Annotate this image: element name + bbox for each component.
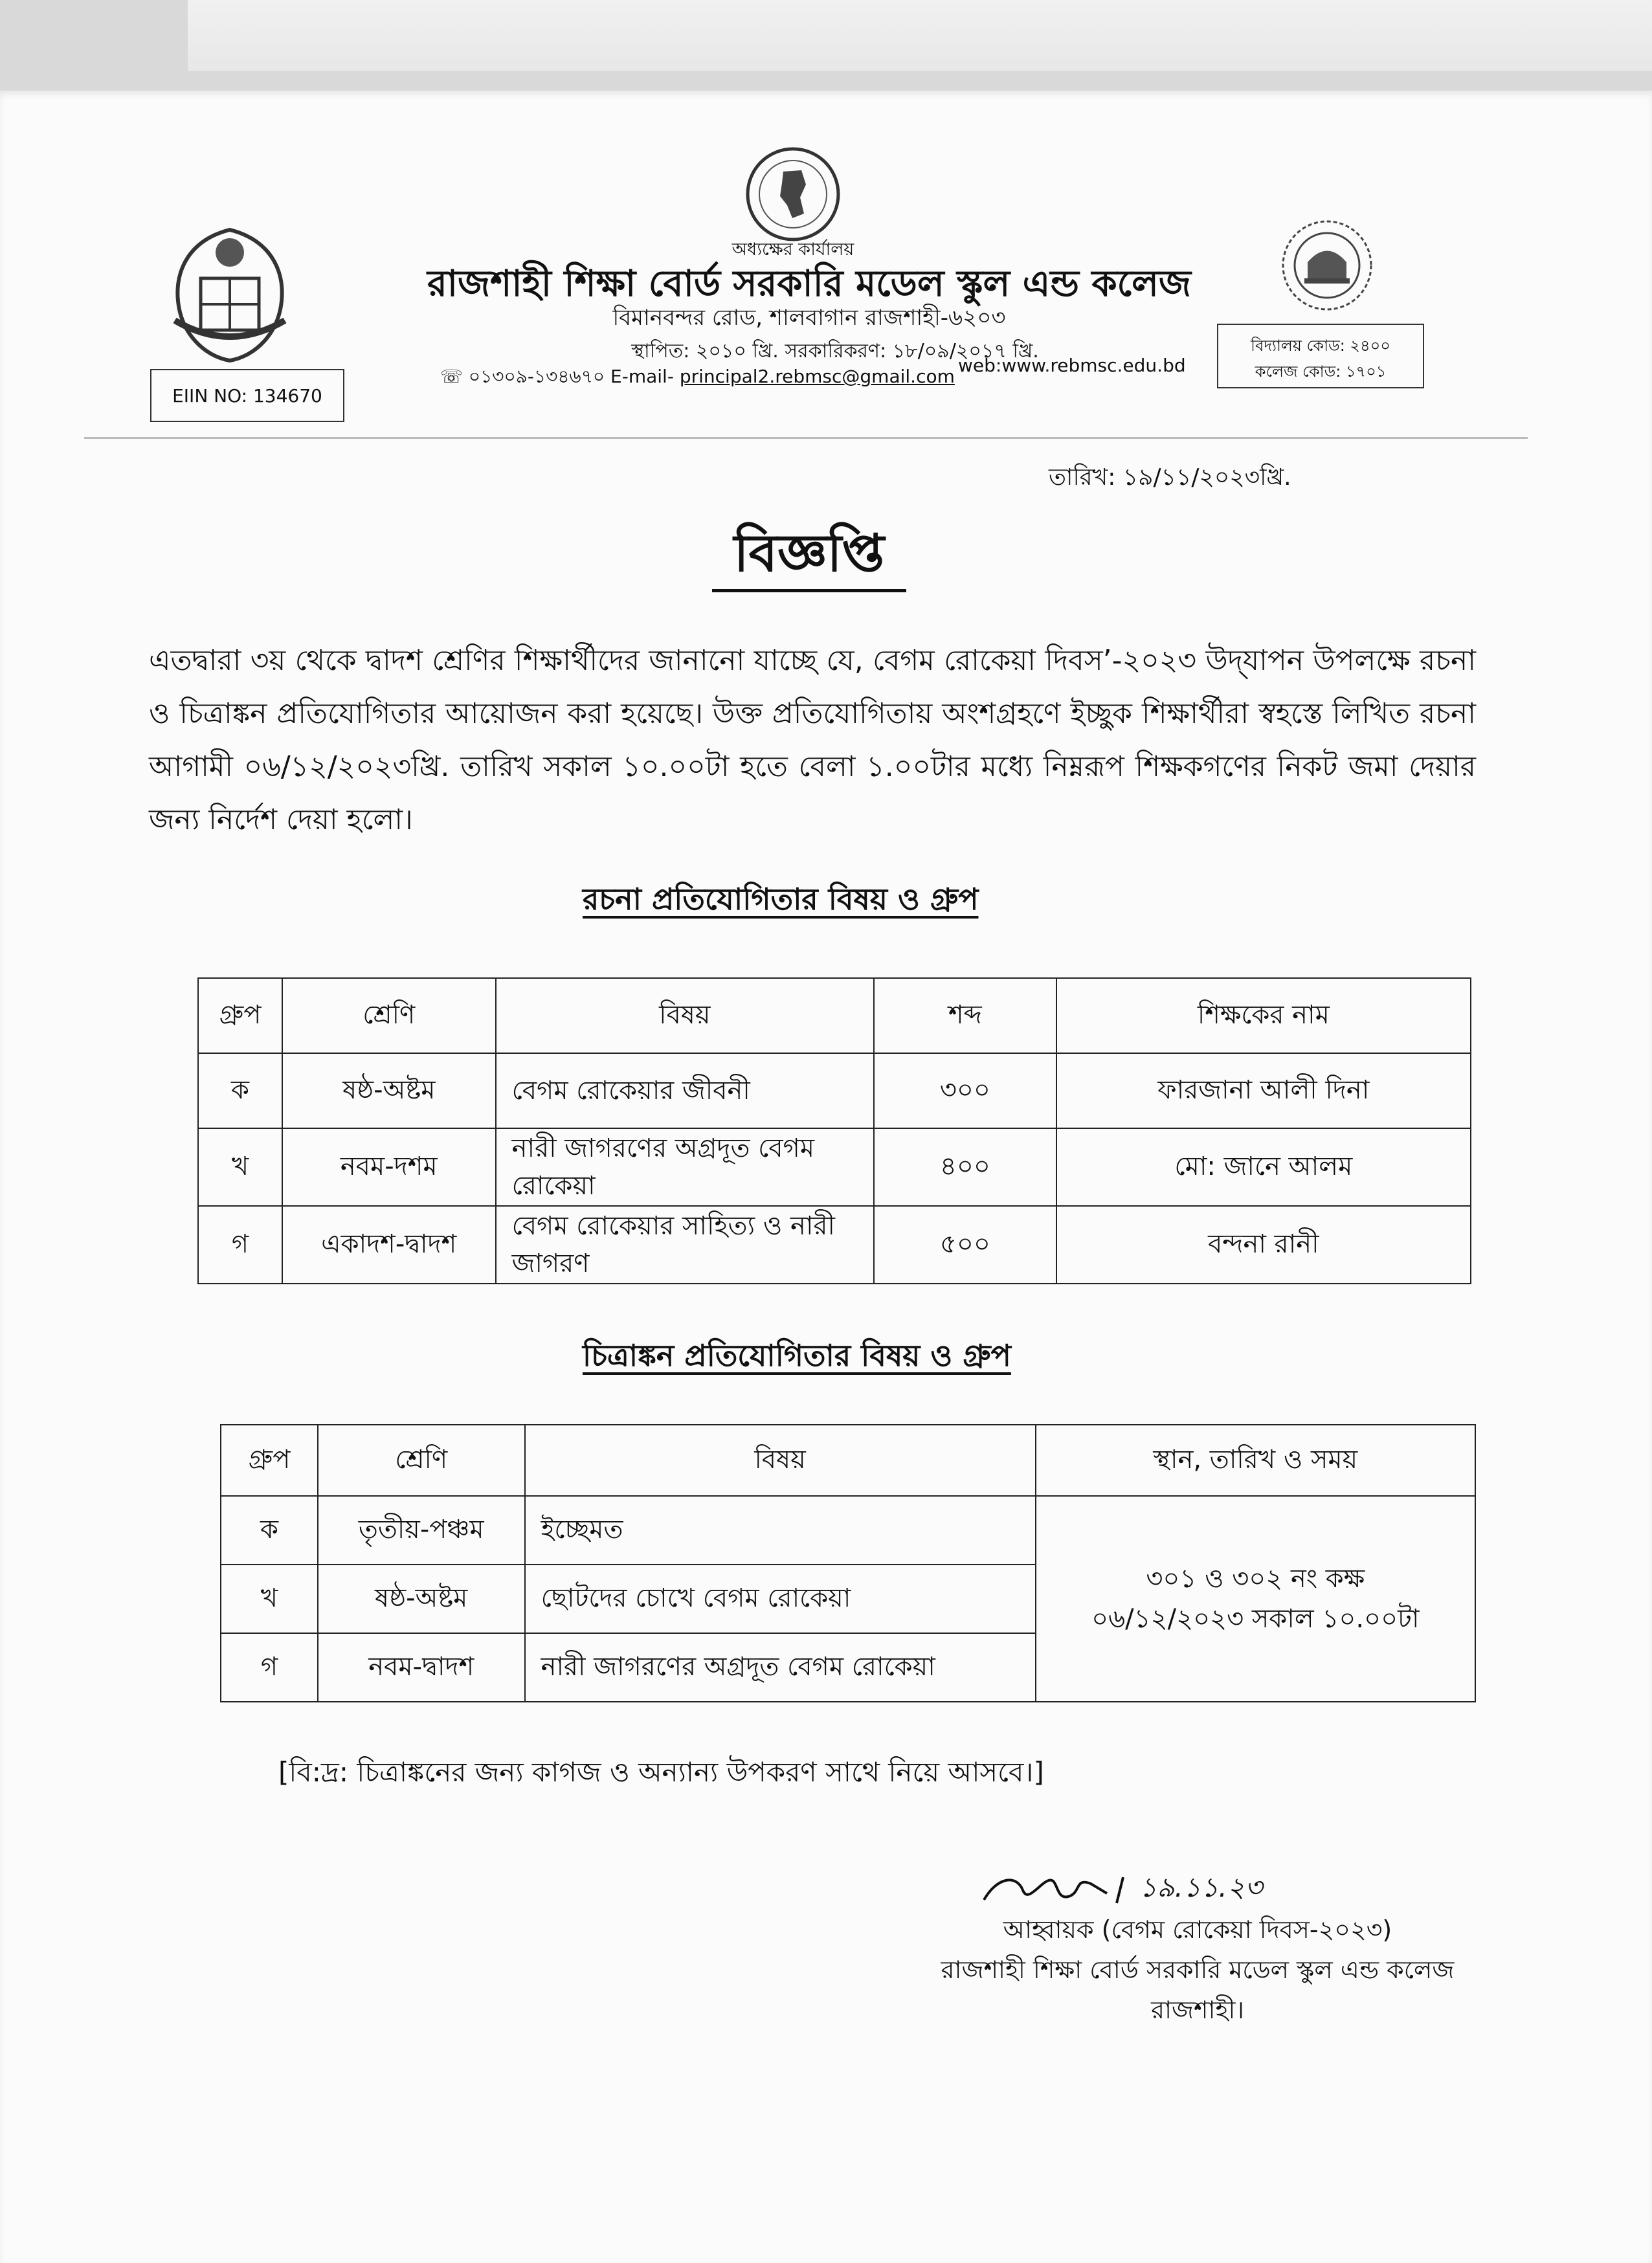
government-seal-icon <box>744 146 842 243</box>
drawing-section-title: চিত্রাঙ্কন প্রতিযোগিতার বিষয় ও গ্রুপ <box>583 1338 1011 1373</box>
school-code: বিদ্যালয় কোড: ২৪০০ <box>1251 337 1390 355</box>
subject-cell: ইচ্ছেমত <box>525 1496 1036 1565</box>
words-cell: ৩০০ <box>874 1053 1056 1128</box>
teacher-cell: ফারজানা আলী দিনা <box>1056 1053 1471 1128</box>
header-subject: বিষয় <box>525 1425 1036 1496</box>
email-link[interactable]: principal2.rebmsc@gmail.com <box>679 366 955 387</box>
eiin-box <box>150 369 344 422</box>
school-name: রাজশাহী শিক্ষা বোর্ড সরকারি মডেল স্কুল এন্ড কলেজ <box>427 263 1191 305</box>
header-subject: বিষয় <box>496 978 874 1053</box>
notice-body: এতদ্বারা ৩য় থেকে দ্বাদশ শ্রেণির শিক্ষার্থীদের জানানো যাচ্ছে যে, বেগম রোকেয়া দিবস’-২০২৩ উদ্‌যাপন উপলক্ষে রচনা ও চিত্রাঙ্কন প্রতিযোগিতার আয়োজন করা হয়েছে। উক্ত প্রতিযোগিতায় অংশগ্রহণে ইচ্ছুক শিক্ষার্থীরা স্বহস্তে লিখিত রচনা আগামী ০৬/১২/২০২৩খ্রি. তারিখ সকাল ১০.০০টা হতে বেলা ১.০০টার মধ্যে নিম্নরূপ শিক্ষকগণের নিকট জমা দেয়ার জন্য নির্দেশ দেয়া হলো। <box>149 644 1476 836</box>
establishment-info: স্থাপিত: ২০১০ খ্রি. সরকারিকরণ: ১৮/০৯/২০১৭ খ্রি. <box>631 340 1039 362</box>
phone-icon: ☏ <box>440 366 463 387</box>
phone-number: ০১৩০৯-১৩৪৬৭০ <box>468 366 605 387</box>
header-teacher: শিক্ষকের নাম <box>1056 978 1471 1053</box>
contact-line <box>440 362 955 393</box>
subject-cell: নারী জাগরণের অগ্রদূত বেগম রোকেয়া <box>496 1128 874 1206</box>
group-cell: গ <box>198 1206 282 1284</box>
group-cell: খ <box>198 1128 282 1206</box>
class-cell: ষষ্ঠ-অষ্টম <box>318 1565 525 1633</box>
class-cell: নবম-দশম <box>282 1128 496 1206</box>
signatory-school: রাজশাহী শিক্ষা বোর্ড সরকারি মডেল স্কুল এন্ড কলেজ <box>941 1956 1455 1984</box>
essay-table <box>197 977 1471 1284</box>
header-class: শ্রেণি <box>318 1425 525 1496</box>
table-header-row <box>198 978 1471 1053</box>
group-cell: গ <box>221 1633 318 1702</box>
notice-date: তারিখ: ১৯/১১/২০২৩খ্রি. <box>1049 464 1291 491</box>
table-row <box>198 1053 1471 1128</box>
class-cell: ষষ্ঠ-অষ্টম <box>282 1053 496 1128</box>
college-code: কলেজ কোড: ১৭০১ <box>1255 362 1387 381</box>
teacher-cell: বন্দনা রানী <box>1056 1206 1471 1284</box>
header-group: গ্রুপ <box>198 978 282 1053</box>
teacher-cell: মো: জানে আলম <box>1056 1128 1471 1206</box>
subject-cell: নারী জাগরণের অগ্রদূত বেগম রোকেয়া <box>525 1633 1036 1702</box>
header-class: শ্রেণি <box>282 978 496 1053</box>
header-divider <box>84 437 1528 439</box>
institution-code-box <box>1217 324 1424 388</box>
words-cell: ৫০০ <box>874 1206 1056 1284</box>
scan-edge-strip <box>188 0 1652 71</box>
note-line: [বি:দ্র: চিত্রাঙ্কনের জন্য কাগজ ও অন্যান্য উপকরণ সাথে নিয়ে আসবে।] <box>278 1756 1044 1788</box>
class-cell: নবম-দ্বাদশ <box>318 1633 525 1702</box>
header-words: শব্দ <box>874 978 1056 1053</box>
drawing-table <box>220 1424 1476 1702</box>
table-header-row <box>221 1425 1475 1496</box>
class-cell: তৃতীয়-পঞ্চম <box>318 1496 525 1565</box>
essay-section-title: রচনা প্রতিযোগিতার বিষয় ও গ্রুপ <box>583 882 979 917</box>
group-cell: খ <box>221 1565 318 1633</box>
office-label: অধ্যক্ষের কার্যালয় <box>731 240 854 260</box>
subject-cell: ছোটদের চোখে বেগম রোকেয়া <box>525 1565 1036 1633</box>
notice-title: বিজ্ঞপ্তি <box>712 518 906 592</box>
subject-cell: বেগম রোকেয়ার জীবনী <box>496 1053 874 1128</box>
group-cell: ক <box>198 1053 282 1128</box>
school-address: বিমানবন্দর রোড, শালবাগান রাজশাহী-৬২০৩ <box>612 305 1006 331</box>
header-venue: স্থান, তারিখ ও সময় <box>1036 1425 1475 1496</box>
table-row <box>198 1206 1471 1284</box>
email-label: E-mail- <box>610 366 680 387</box>
venue-datetime: ০৬/১২/২০২৩ সকাল ১০.০০টা <box>1091 1604 1420 1634</box>
subject-cell: বেগম রোকেয়ার সাহিত্য ও নারী জাগরণ <box>496 1206 874 1284</box>
eiin-number: EIIN NO: 134670 <box>172 385 322 407</box>
venue-cell <box>1036 1496 1475 1702</box>
header-group: গ্রুপ <box>221 1425 318 1496</box>
table-row <box>198 1128 1471 1206</box>
words-cell: ৪০০ <box>874 1128 1056 1206</box>
signatory-city: রাজশাহী। <box>1151 1996 1244 2024</box>
handwritten-signature <box>977 1864 1314 1916</box>
group-cell: ক <box>221 1496 318 1565</box>
school-crest-icon <box>165 223 295 366</box>
college-emblem-icon <box>1278 217 1376 314</box>
signatory-role: আহ্বায়ক (বেগম রোকেয়া দিবস-২০২৩) <box>1003 1915 1392 1944</box>
signature-block <box>932 1910 1463 2030</box>
table-row <box>221 1496 1475 1565</box>
venue-room: ৩০১ ও ৩০২ নং কক্ষ <box>1146 1564 1365 1594</box>
signature-date: ১৯.১১.২৩ <box>1139 1871 1263 1903</box>
class-cell: একাদশ-দ্বাদশ <box>282 1206 496 1284</box>
website-link[interactable]: web:www.rebmsc.edu.bd <box>958 355 1186 376</box>
